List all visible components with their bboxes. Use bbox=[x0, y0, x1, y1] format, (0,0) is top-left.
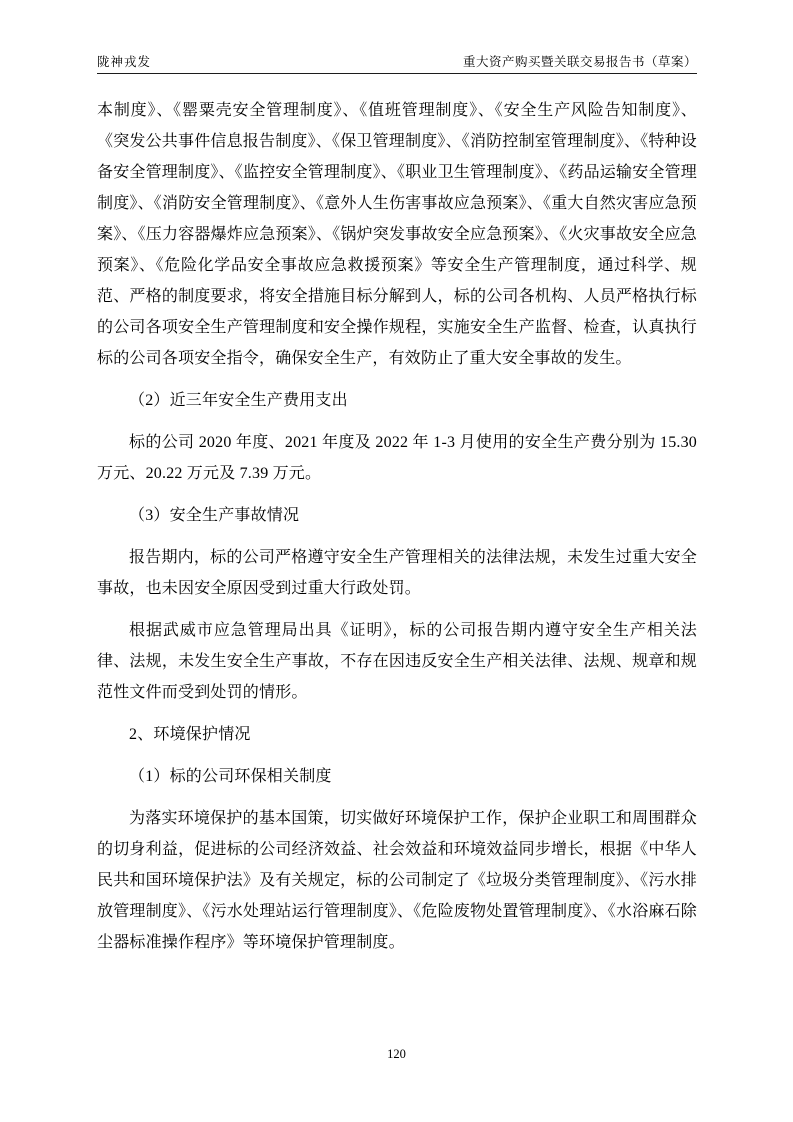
header-report-title: 重大资产购买暨关联交易报告书（草案） bbox=[462, 55, 697, 69]
page-number: 120 bbox=[387, 1047, 406, 1061]
heading-safety-production-expense: （2）近三年安全生产费用支出 bbox=[129, 392, 348, 409]
paragraph-safety-systems-continued: 本制度》、《罂粟壳安全管理制度》、《值班管理制度》、《安全生产风险告知制度》、《突发公共事件信息报告制度》、《保卫管理制度》、《消防控制室管理制度》、《特种设备安全管理制度》、《监控安全管理制度》、《职业卫生管理制度》、《药品运输安全管理制度》、《消防安全管理制度》、《意外人生伤害事故应急预案》、《重大自然灾害应急预案》、《压力容器爆炸应急预案》、《锅炉突发事故安全应急预案》、《火灾事故安全应急预案》、《危险化学品安全事故应急救援预案》等安全生产管理制度，通过科学、规范、严格的制度要求，将安全措施目标分解到人，标的公司各机构、人员严格执行标的公司各项安全生产管理制度和安全操作规程，实施安全生产监督、检查，认真执行标的公司各项安全指令，确保安全生产，有效防止了重大安全事故的发生。 bbox=[97, 102, 698, 367]
heading-environmental-protection: 2、环境保护情况 bbox=[129, 726, 251, 743]
paragraph-safety-compliance: 报告期内，标的公司严格遵守安全生产管理相关的法律法规，未发生过重大安全事故，也未因安全原因受到过重大行政处罚。 bbox=[97, 549, 697, 597]
page-header bbox=[97, 0, 697, 74]
heading-safety-accidents: （3）安全生产事故情况 bbox=[129, 507, 300, 524]
paragraph-safety-expense-amounts: 标的公司 2020 年度、2021 年度及 2022 年 1-3 月使用的安全生产费分别为 15.30 万元、20.22 万元及 7.39 万元。 bbox=[97, 434, 697, 482]
header-company-name: 陇神戎发 bbox=[97, 55, 152, 69]
page-footer bbox=[0, 1047, 793, 1062]
document-body bbox=[97, 95, 697, 958]
paragraph-emergency-bureau-certificate: 根据武威市应急管理局出具《证明》，标的公司报告期内遵守安全生产相关法律、法规，未发生安全生产事故，不存在因违反安全生产相关法律、法规、规章和规范性文件而受到处罚的情形。 bbox=[97, 622, 697, 701]
paragraph-environmental-policy: 为落实环境保护的基本国策，切实做好环境保护工作，保护企业职工和周围群众的切身利益，促进标的公司经济效益、社会效益和环境效益同步增长，根据《中华人民共和国环境保护法》及有关规定，标的公司制定了《垃圾分类管理制度》、《污水排放管理制度》、《污水处理站运行管理制度》、《危险废物处置管理制度》、《水浴麻石除尘器标准操作程序》等环境保护管理制度。 bbox=[97, 810, 698, 951]
heading-environmental-systems: （1）标的公司环保相关制度 bbox=[129, 768, 332, 785]
